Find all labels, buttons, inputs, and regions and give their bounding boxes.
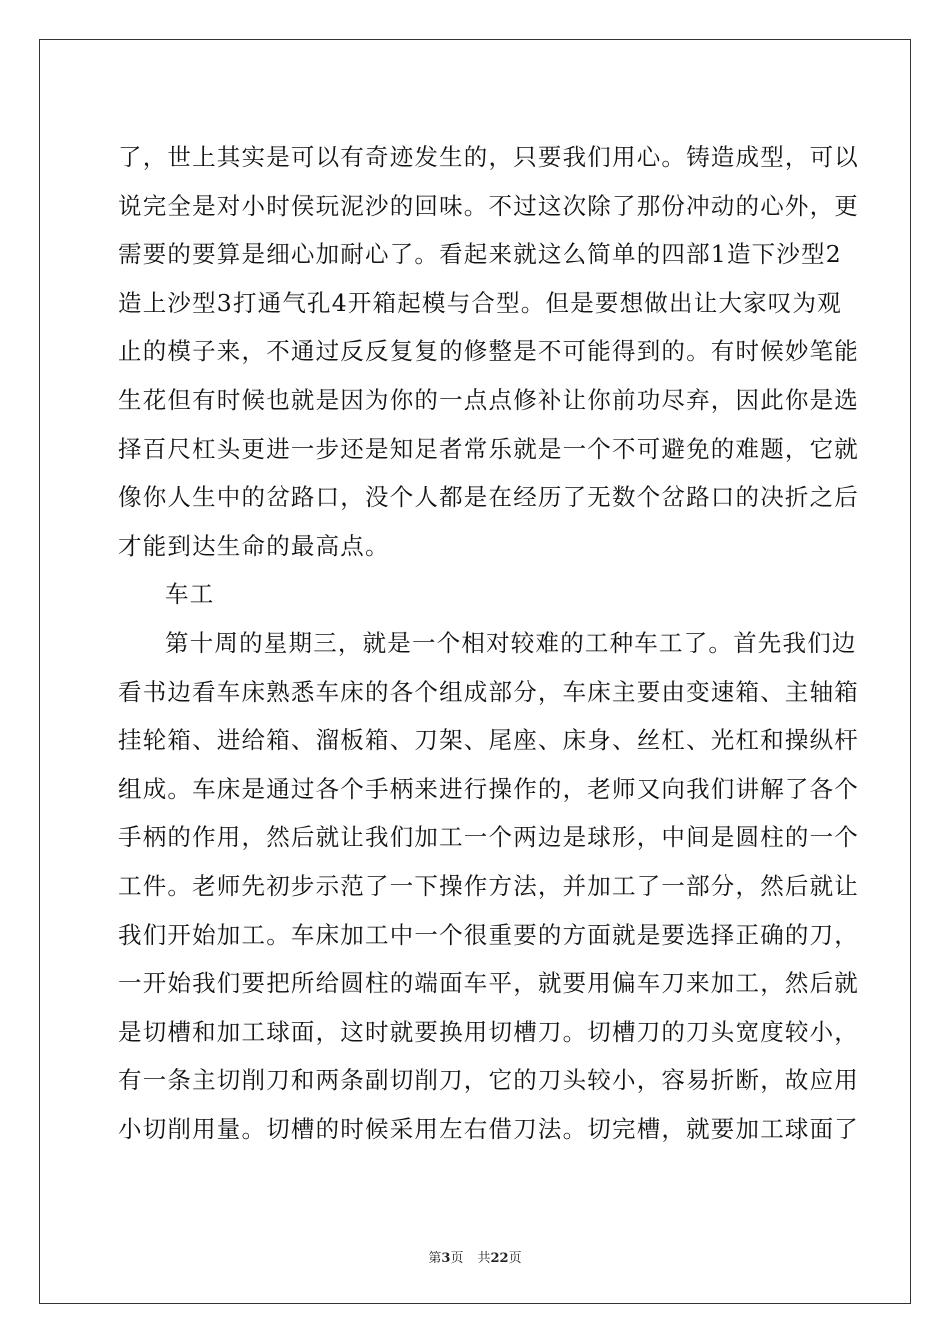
text-line: 看书边看车床熟悉车床的各个组成部分，车床主要由变速箱、主轴箱: [118, 677, 859, 706]
text-line: 有一条主切削刀和两条副切削刀，它的刀头较小，容易折断，故应用: [118, 1066, 859, 1095]
text-line: 一开始我们要把所给圆柱的端面车平，就要用偏车刀来加工，然后就: [118, 969, 859, 998]
text-line: 小切削用量。切槽的时候采用左右借刀法。切完槽，就要加工球面了: [118, 1114, 859, 1143]
text-line: 是切槽和加工球面，这时就要换用切槽刀。切槽刀的刀头宽度较小，: [118, 1017, 859, 1046]
page-number-total: 22: [490, 1251, 509, 1266]
document-body: [118, 133, 859, 1153]
text-line: 止的模子来，不通过反反复复的修整是不可能得到的。有时候妙笔能: [118, 337, 859, 366]
page-number-prefix: 第: [428, 1251, 442, 1266]
section-heading: 车工: [165, 580, 215, 609]
text-line: 手柄的作用，然后就让我们加工一个两边是球形，中间是圆柱的一个: [118, 823, 859, 852]
text-line: 需要的要算是细心加耐心了。看起来就这么简单的四部1造下沙型2: [118, 240, 842, 269]
page-total-prefix: 共: [477, 1251, 491, 1266]
page-footer: [0, 1247, 950, 1266]
paragraph-2: [118, 619, 859, 1154]
text-line: 说完全是对小时侯玩泥沙的回味。不过这次除了那份冲动的心外，更: [118, 191, 859, 220]
text-line: 组成。车床是通过各个手柄来进行操作的，老师又向我们讲解了各个: [118, 774, 859, 803]
text-line: 像你人生中的岔路口，没个人都是在经历了无数个岔路口的决折之后: [118, 483, 859, 512]
text-line: 择百尺杠头更进一步还是知足者常乐就是一个不可避免的难题，它就: [118, 434, 859, 463]
text-line: 第十周的星期三，就是一个相对较难的工种车工了。首先我们边: [165, 628, 857, 657]
page-number-current: 3: [441, 1251, 451, 1266]
text-line: 了，世上其实是可以有奇迹发生的，只要我们用心。铸造成型，可以: [118, 143, 859, 171]
page-number-suffix: 页: [450, 1251, 464, 1266]
text-line: 才能到达生命的最高点。: [118, 531, 390, 560]
text-line: 造上沙型3打通气孔4开箱起模与合型。但是要想做出让大家叹为观: [118, 288, 842, 317]
text-line: 我们开始加工。车床加工中一个很重要的方面就是要选择正确的刀，: [118, 920, 859, 949]
text-line: 工件。老师先初步示范了一下操作方法，并加工了一部分，然后就让: [118, 871, 859, 900]
page-total-suffix: 页: [508, 1251, 522, 1266]
text-line: 生花但有时候也就是因为你的一点点修补让你前功尽弃，因此你是选: [118, 385, 859, 414]
text-line: 挂轮箱、进给箱、溜板箱、刀架、尾座、床身、丝杠、光杠和操纵杆: [118, 726, 859, 755]
paragraph-1: [118, 133, 859, 570]
